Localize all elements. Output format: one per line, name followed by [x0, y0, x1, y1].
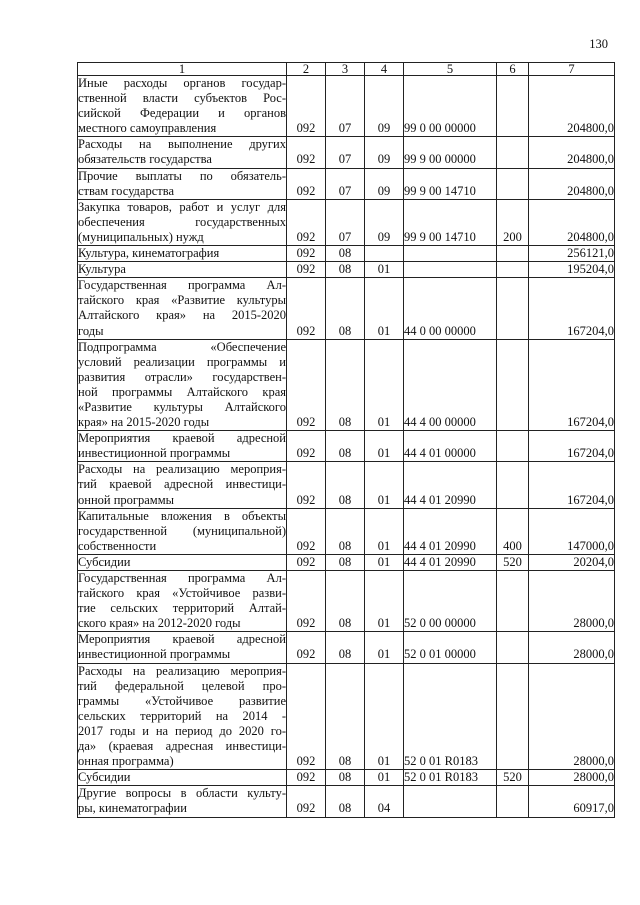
row-name-line: граммы «Устойчивое развитие [78, 693, 286, 708]
ministry-code-cell: 092 [287, 199, 326, 245]
subsection-code-cell: 01 [365, 462, 404, 508]
section-code-cell: 08 [326, 462, 365, 508]
row-name-line: сийской Федерации и органов [78, 106, 286, 121]
row-name-line: Субсидии [78, 554, 131, 569]
amount-cell: 28000,0 [529, 571, 615, 632]
section-code-cell: 07 [326, 76, 365, 137]
ministry-code-cell: 092 [287, 571, 326, 632]
table-row [78, 508, 615, 554]
expense-type-cell: 520 [497, 554, 529, 570]
subsection-code-cell: 09 [365, 168, 404, 199]
target-article-cell: 99 9 00 00000 [404, 137, 497, 168]
row-name-line: Капитальные вложения в объекты [78, 508, 286, 523]
target-article-cell: 52 0 01 R0183 [404, 770, 497, 786]
section-code-cell: 08 [326, 262, 365, 278]
row-name-cell [78, 246, 287, 262]
row-name-cell [78, 431, 287, 462]
table-row [78, 168, 615, 199]
table-row [78, 137, 615, 168]
expense-type-cell: 400 [497, 508, 529, 554]
row-name-line: ственной власти субъектов Рос- [78, 91, 286, 106]
expense-type-cell [497, 278, 529, 339]
amount-cell: 204800,0 [529, 137, 615, 168]
row-name-line: Мероприятия краевой адресной [78, 431, 286, 446]
row-name-cell [78, 168, 287, 199]
row-name-line: местного самоуправления [78, 121, 217, 136]
table-row [78, 262, 615, 278]
expense-type-cell: 200 [497, 199, 529, 245]
section-code-cell: 08 [326, 339, 365, 431]
subsection-code-cell: 01 [365, 554, 404, 570]
header-cell-ministry-code: 2 [287, 63, 326, 76]
ministry-code-cell: 092 [287, 554, 326, 570]
row-name-cell [78, 554, 287, 570]
subsection-code-cell [365, 246, 404, 262]
amount-cell: 204800,0 [529, 168, 615, 199]
target-article-cell [404, 786, 497, 817]
table-header [78, 63, 615, 76]
section-code-cell: 08 [326, 278, 365, 339]
section-code-cell: 08 [326, 663, 365, 770]
row-name-line: ствам государства [78, 183, 175, 198]
ministry-code-cell: 092 [287, 508, 326, 554]
row-name-line: Алтайского края» на 2015-2020 [78, 308, 286, 323]
target-article-cell: 44 0 00 00000 [404, 278, 497, 339]
row-name-cell [78, 262, 287, 278]
ministry-code-cell: 092 [287, 770, 326, 786]
ministry-code-cell: 092 [287, 76, 326, 137]
ministry-code-cell: 092 [287, 168, 326, 199]
row-name-cell [78, 770, 287, 786]
amount-cell: 28000,0 [529, 632, 615, 663]
target-article-cell: 44 4 01 20990 [404, 462, 497, 508]
expense-type-cell [497, 168, 529, 199]
table-row [78, 199, 615, 245]
section-code-cell: 08 [326, 786, 365, 817]
amount-cell: 204800,0 [529, 76, 615, 137]
section-code-cell: 08 [326, 632, 365, 663]
row-name-line: Иные расходы органов государ- [78, 76, 286, 90]
row-name-cell [78, 786, 287, 817]
expense-type-cell [497, 663, 529, 770]
expense-type-cell [497, 431, 529, 462]
row-name-line: «Развитие культуры Алтайского [78, 399, 286, 414]
ministry-code-cell: 092 [287, 262, 326, 278]
row-name-line: Прочие выплаты по обязатель- [78, 168, 286, 183]
expense-type-cell [497, 339, 529, 431]
row-name-line: тий краевой адресной инвестици- [78, 477, 286, 492]
table-row [78, 246, 615, 262]
row-name-line: тайского края «Устойчивое разви- [78, 586, 286, 601]
target-article-cell: 52 0 01 R0183 [404, 663, 497, 770]
amount-cell: 167204,0 [529, 462, 615, 508]
subsection-code-cell: 09 [365, 137, 404, 168]
subsection-code-cell: 04 [365, 786, 404, 817]
row-name-line: тие сельских территорий Алтай- [78, 601, 286, 616]
target-article-cell: 44 4 01 20990 [404, 508, 497, 554]
subsection-code-cell: 09 [365, 199, 404, 245]
section-code-cell: 08 [326, 571, 365, 632]
table-row [78, 339, 615, 431]
ministry-code-cell: 092 [287, 786, 326, 817]
header-cell-expense-type: 6 [497, 63, 529, 76]
target-article-cell: 44 4 01 20990 [404, 554, 497, 570]
amount-cell: 167204,0 [529, 431, 615, 462]
table-row [78, 76, 615, 137]
section-code-cell: 07 [326, 137, 365, 168]
row-name-line: Государственная программа Ал- [78, 278, 286, 293]
row-name-line: тайского края «Развитие культуры [78, 293, 286, 308]
expense-type-cell [497, 246, 529, 262]
ministry-code-cell: 092 [287, 246, 326, 262]
target-article-cell: 44 4 00 00000 [404, 339, 497, 431]
section-code-cell: 07 [326, 168, 365, 199]
row-name-line: Государственная программа Ал- [78, 571, 286, 585]
table-row [78, 462, 615, 508]
row-name-line: Культура, кинематография [78, 246, 220, 261]
amount-cell: 195204,0 [529, 262, 615, 278]
amount-cell: 147000,0 [529, 508, 615, 554]
expense-type-cell [497, 262, 529, 278]
amount-cell: 60917,0 [529, 786, 615, 817]
row-name-cell [78, 571, 287, 632]
section-code-cell: 08 [326, 508, 365, 554]
header-cell-name: 1 [78, 63, 287, 76]
header-cell-target-article: 5 [404, 63, 497, 76]
row-name-line: обязательств государства [78, 152, 212, 167]
table-row [78, 431, 615, 462]
row-name-line: инвестиционной программы [78, 647, 231, 662]
table-row [78, 554, 615, 570]
target-article-cell: 52 0 01 00000 [404, 632, 497, 663]
section-code-cell: 07 [326, 199, 365, 245]
section-code-cell: 08 [326, 431, 365, 462]
row-name-line: Субсидии [78, 770, 131, 785]
row-name-line: онной программы [78, 492, 175, 507]
subsection-code-cell: 01 [365, 508, 404, 554]
table-row [78, 663, 615, 770]
ministry-code-cell: 092 [287, 431, 326, 462]
row-name-line: Закупка товаров, работ и услуг для [78, 199, 286, 214]
row-name-cell [78, 339, 287, 431]
row-name-line: тий федеральной целевой про- [78, 678, 286, 693]
target-article-cell: 99 0 00 00000 [404, 76, 497, 137]
section-code-cell: 08 [326, 554, 365, 570]
subsection-code-cell: 01 [365, 770, 404, 786]
row-name-line: сельских территорий на 2014 - [78, 708, 286, 723]
header-cell-section: 3 [326, 63, 365, 76]
expense-type-cell [497, 571, 529, 632]
subsection-code-cell: 01 [365, 663, 404, 770]
budget-table [77, 62, 615, 818]
row-name-line: Расходы на реализацию мероприя- [78, 462, 286, 477]
ministry-code-cell: 092 [287, 339, 326, 431]
expense-type-cell [497, 786, 529, 817]
row-name-line: развития отрасли» государствен- [78, 369, 286, 384]
amount-cell: 256121,0 [529, 246, 615, 262]
row-name-cell [78, 199, 287, 245]
section-code-cell: 08 [326, 770, 365, 786]
subsection-code-cell: 01 [365, 339, 404, 431]
amount-cell: 28000,0 [529, 770, 615, 786]
table-row [78, 278, 615, 339]
target-article-cell: 44 4 01 00000 [404, 431, 497, 462]
row-name-line: края» на 2015-2020 годы [78, 415, 210, 430]
row-name-cell [78, 278, 287, 339]
row-name-cell [78, 508, 287, 554]
row-name-line: 2017 годы и на период до 2020 го- [78, 723, 286, 738]
row-name-line: годы [78, 323, 104, 338]
table-row [78, 770, 615, 786]
table-body [78, 76, 615, 818]
expense-type-cell [497, 632, 529, 663]
subsection-code-cell: 01 [365, 431, 404, 462]
row-name-line: ры, кинематографии [78, 801, 187, 816]
expense-type-cell [497, 137, 529, 168]
table-row [78, 632, 615, 663]
ministry-code-cell: 092 [287, 632, 326, 663]
row-name-line: государственной (муниципальной) [78, 523, 286, 538]
row-name-line: ского края» на 2012-2020 годы [78, 616, 241, 631]
row-name-line: ной программы Алтайского края [78, 384, 286, 399]
row-name-cell [78, 462, 287, 508]
row-name-line: собственности [78, 538, 157, 553]
page-number: 130 [589, 37, 608, 51]
row-name-cell [78, 632, 287, 663]
table-row [78, 786, 615, 817]
target-article-cell: 99 9 00 14710 [404, 168, 497, 199]
row-name-line: условий реализации программы и [78, 354, 286, 369]
row-name-line: (муниципальных) нужд [78, 229, 204, 244]
row-name-cell [78, 137, 287, 168]
subsection-code-cell: 01 [365, 571, 404, 632]
subsection-code-cell: 01 [365, 632, 404, 663]
subsection-code-cell: 09 [365, 76, 404, 137]
expense-type-cell [497, 76, 529, 137]
subsection-code-cell: 01 [365, 262, 404, 278]
row-name-line: Другие вопросы в области культу- [78, 786, 286, 801]
row-name-line: Расходы на выполнение других [78, 137, 286, 152]
row-name-line: онная программа) [78, 754, 174, 769]
row-name-line: обеспечения государственных [78, 214, 286, 229]
amount-cell: 20204,0 [529, 554, 615, 570]
ministry-code-cell: 092 [287, 663, 326, 770]
header-cell-subsection: 4 [365, 63, 404, 76]
target-article-cell [404, 262, 497, 278]
header-cell-amount: 7 [529, 63, 615, 76]
row-name-line: да» (краевая адресная инвестици- [78, 739, 286, 754]
expense-type-cell [497, 462, 529, 508]
row-name-line: Расходы на реализацию мероприя- [78, 663, 286, 678]
target-article-cell: 52 0 00 00000 [404, 571, 497, 632]
header-row [78, 63, 615, 76]
row-name-line: Мероприятия краевой адресной [78, 632, 286, 647]
target-article-cell [404, 246, 497, 262]
ministry-code-cell: 092 [287, 137, 326, 168]
amount-cell: 204800,0 [529, 199, 615, 245]
row-name-line: Культура [78, 262, 126, 277]
row-name-cell [78, 76, 287, 137]
row-name-line: Подпрограмма «Обеспечение [78, 339, 286, 354]
amount-cell: 167204,0 [529, 339, 615, 431]
expense-type-cell: 520 [497, 770, 529, 786]
table-row [78, 571, 615, 632]
section-code-cell: 08 [326, 246, 365, 262]
ministry-code-cell: 092 [287, 278, 326, 339]
row-name-cell [78, 663, 287, 770]
target-article-cell: 99 9 00 14710 [404, 199, 497, 245]
ministry-code-cell: 092 [287, 462, 326, 508]
amount-cell: 28000,0 [529, 663, 615, 770]
amount-cell: 167204,0 [529, 278, 615, 339]
subsection-code-cell: 01 [365, 278, 404, 339]
row-name-line: инвестиционной программы [78, 446, 231, 461]
